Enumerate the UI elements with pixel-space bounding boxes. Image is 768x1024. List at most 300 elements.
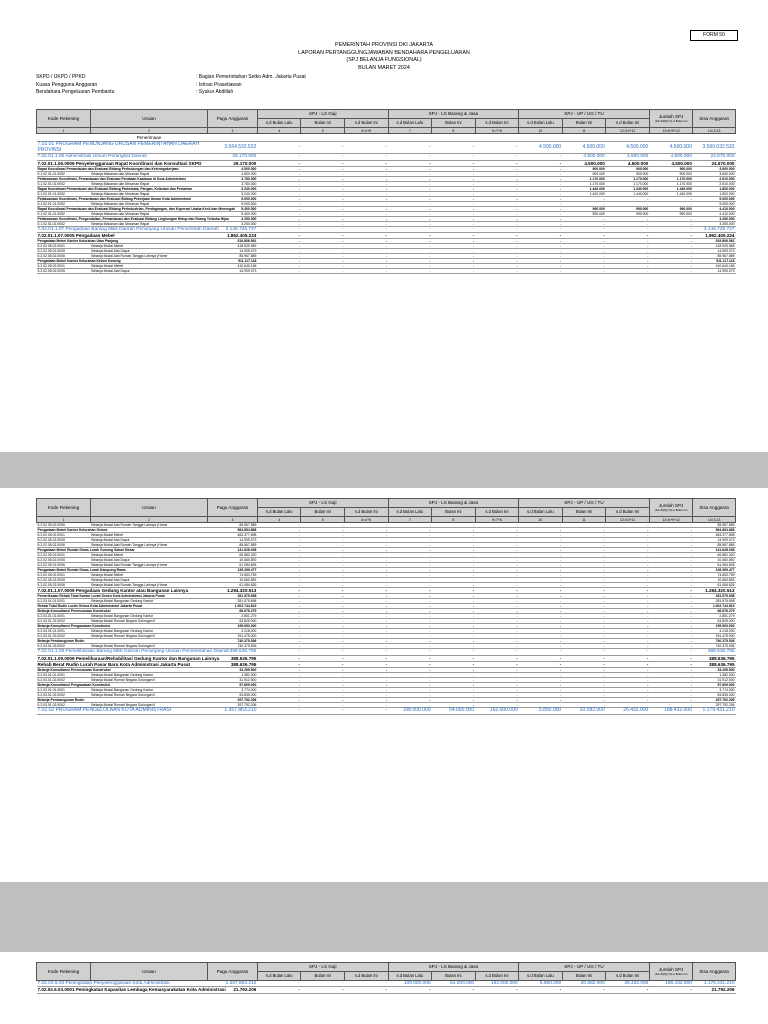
cell-j: -: [649, 216, 693, 221]
header-spj-up: SPJ - UP / UG / TU: [519, 963, 650, 972]
cell-j: -: [649, 528, 693, 533]
cell-b3: -: [475, 619, 519, 624]
cell-s: 31.912.500: [693, 678, 736, 683]
header-column-number: 2: [90, 517, 207, 523]
cell-p: 297.792.206: [208, 698, 258, 703]
header-sd-bulan-ini: s.d Bulan Ini: [344, 972, 388, 981]
cell-j: -: [649, 629, 693, 634]
cell-u1: -: [519, 578, 563, 583]
cell-s: 1.284.320.513: [693, 588, 736, 594]
cell-s: 297.792.206: [693, 703, 736, 708]
cell-b1: -: [388, 533, 432, 538]
cell-p: 418.929.569: [208, 244, 258, 249]
cell-u1: -: [519, 538, 563, 543]
cell-g1: -: [257, 201, 301, 206]
header-spj-ls-gaji: SPJ - LS Gaji: [257, 499, 388, 508]
cell-p: 141.628.038: [208, 548, 258, 553]
cell-g1: -: [257, 528, 301, 533]
cell-g1: -: [257, 644, 301, 649]
cell-g3: -: [344, 614, 388, 619]
cell-p: 3.250.000: [208, 216, 258, 221]
cell-b3: -: [475, 264, 519, 269]
cell-g3: -: [344, 233, 388, 239]
cell-g3: -: [344, 588, 388, 594]
cell-u2: -: [562, 673, 606, 678]
cell-u1: -: [519, 688, 563, 693]
cell-u3: -: [606, 668, 650, 673]
cell-u1: 5.850.000: [519, 981, 563, 987]
cell-u2: 900.000: [562, 171, 606, 176]
cell-u3: -: [606, 244, 650, 249]
cell-s: 61.084.826: [693, 563, 736, 568]
cell-g2: -: [301, 201, 345, 206]
account-name: Belanja Modal Bangunan Gedung Kantor: [90, 688, 207, 693]
cell-b2: -: [432, 244, 476, 249]
cell-u1: -: [519, 239, 563, 244]
cell-b1: -: [388, 649, 432, 655]
info-value: : Syukur Abdillah: [196, 89, 234, 95]
cell-b1: -: [388, 553, 432, 558]
cell-p: 3.780.000: [208, 176, 258, 181]
cell-s: 141.628.038: [693, 548, 736, 553]
cell-g1: -: [257, 249, 301, 254]
cell-p: 4.218.000: [208, 629, 258, 634]
cell-g3: -: [344, 166, 388, 171]
cell-b3: -: [475, 211, 519, 216]
cell-j: -: [649, 548, 693, 553]
cell-s: 2.610.000: [693, 181, 736, 186]
cell-u2: -: [562, 568, 606, 573]
cell-b3: -: [475, 171, 519, 176]
cell-p: 1.284.320.513: [208, 588, 258, 594]
cell-s: 1.862.405.224: [693, 233, 736, 239]
cell-b1: -: [388, 191, 432, 196]
cell-b1: -: [388, 160, 432, 166]
cell-g2: -: [301, 523, 345, 528]
cell-b2: -: [432, 568, 476, 573]
cell-g1: -: [257, 655, 301, 661]
cell-b3: -: [475, 678, 519, 683]
cell-b1: -: [388, 619, 432, 624]
cell-u2: -: [562, 254, 606, 259]
cell-g1: -: [257, 171, 301, 176]
cell-u2: -: [562, 987, 606, 993]
cell-s: 195.693.000: [693, 624, 736, 629]
account-name: Belanja Modal Bangunan Gedung Kantor: [90, 673, 207, 678]
cell-b1: -: [388, 239, 432, 244]
header-column-number: 13=6+9+12: [649, 517, 693, 523]
cell-g2: -: [301, 226, 345, 232]
cell-g3: -: [344, 211, 388, 216]
cell-g2: -: [301, 634, 345, 639]
cell-b1: -: [388, 528, 432, 533]
cell-p: 2.851.279: [208, 614, 258, 619]
cell-b3: -: [475, 226, 519, 232]
row-description: Pengadaan Mebel Kantor Kelurahan Kebon Kosong: [37, 259, 208, 264]
cell-p: 1.367.863.210: [208, 708, 258, 715]
cell-u3: -: [606, 196, 650, 201]
cell-b3: -: [475, 644, 519, 649]
header-bulan-ini: Bulan Ini: [562, 508, 606, 517]
cell-g3: -: [344, 186, 388, 191]
cell-u1: -: [519, 226, 563, 232]
cell-j: 1.440.000: [649, 191, 693, 196]
table-header: [37, 499, 736, 523]
header-column-number: 14=3-13: [693, 517, 736, 523]
cell-b3: -: [475, 254, 519, 259]
cell-g3: -: [344, 624, 388, 629]
info-label: Bendahara Pengeluaran Pembantu: [36, 89, 115, 95]
cell-u2: 1.170.000: [562, 181, 606, 186]
account-code: 5.2.02.05.02.0006: [37, 254, 91, 259]
report-title-line: PEMERINTAH PROVINSI DKI JAKARTA: [335, 42, 433, 48]
cell-p: 126.399.477: [208, 568, 258, 573]
cell-u3: 1.440.000: [606, 191, 650, 196]
cell-b3: -: [475, 673, 519, 678]
cell-b3: -: [475, 201, 519, 206]
account-code: 5.2.03.01.02.0002: [37, 678, 91, 683]
cell-u1: -: [519, 533, 563, 538]
account-code: 5.2.02.05.02.0006: [37, 583, 91, 588]
account-name: Belanja Modal Alat Dapur: [90, 538, 207, 543]
cell-s: 66.676.279: [693, 609, 736, 614]
cell-b3: -: [475, 196, 519, 201]
header-row: [37, 110, 736, 119]
cell-j: -: [649, 655, 693, 661]
cell-b3: -: [475, 703, 519, 708]
cell-p: 85.567.889: [208, 523, 258, 528]
cell-g1: -: [257, 693, 301, 698]
cell-u2: 990.000: [562, 211, 606, 216]
row-description: Rehab Total Rudin Lurah Gelora Kota Administrasi Jakarta Pusat: [37, 604, 208, 609]
cell-b1: -: [388, 644, 432, 649]
cell-u1: -: [519, 216, 563, 221]
cell-u3: -: [606, 528, 650, 533]
cell-s: 126.399.477: [693, 568, 736, 573]
cell-g3: -: [344, 703, 388, 708]
cell-p: 9.000.000: [208, 201, 258, 206]
cell-g2: -: [301, 987, 345, 993]
cell-g3: -: [344, 688, 388, 693]
cell-u3: -: [606, 221, 650, 226]
cell-b2: -: [432, 678, 476, 683]
cell-g1: -: [257, 142, 301, 154]
report-title-block: [0, 42, 768, 72]
cell-b2: -: [432, 533, 476, 538]
cell-blank: [606, 134, 650, 142]
cell-g3: -: [344, 244, 388, 249]
cell-j: -: [649, 987, 693, 993]
cell-g3: -: [344, 239, 388, 244]
row-description: Pemeriksaan Rehab Total Kantor Lurah Senen Kota Administrasi Jakarta Pusat: [37, 594, 208, 599]
header-jumlah-spj: [649, 963, 693, 981]
cell-g1: -: [257, 678, 301, 683]
cell-b2: -: [432, 563, 476, 568]
cell-b3: -: [475, 629, 519, 634]
cell-b2: -: [432, 211, 476, 216]
header-bulan-ini: Bulan Ini: [562, 972, 606, 981]
header-sisa-anggaran: Sisa Anggaran: [693, 963, 736, 981]
cell-u2: -: [562, 226, 606, 232]
cell-g1: -: [257, 683, 301, 688]
cell-b1: -: [388, 568, 432, 573]
cell-g1: -: [257, 239, 301, 244]
cell-u3: -: [606, 533, 650, 538]
cell-p: 29.170.000: [208, 154, 258, 160]
cell-u1: -: [519, 599, 563, 604]
cell-g3: -: [344, 196, 388, 201]
cell-b3: -: [475, 987, 519, 993]
cell-b1: -: [388, 142, 432, 154]
cell-g2: -: [301, 624, 345, 629]
cell-g2: -: [301, 649, 345, 655]
cell-u3: -: [606, 558, 650, 563]
cell-g2: -: [301, 708, 345, 715]
cell-p: 195.693.000: [208, 624, 258, 629]
cell-g2: -: [301, 604, 345, 609]
row-description: Rapat Koordinasi Pemantauan dan Evaluasi Bidang Perhubungan dan Ketenagakerjaan: [37, 166, 208, 171]
info-value: : Bagian Pemerintahan Setko Adm. Jakarta Pusat: [196, 74, 306, 80]
cell-b2: -: [432, 233, 476, 239]
cell-p: 57.609.000: [208, 683, 258, 688]
cell-g1: -: [257, 216, 301, 221]
cell-b2: -: [432, 181, 476, 186]
table-row: [37, 981, 736, 987]
cell-p: 1.382.000: [208, 673, 258, 678]
account-code: 5.2.02.05.02.0001: [37, 244, 91, 249]
form-number: FORM 50: [690, 30, 738, 41]
cell-j: 188.432.000: [649, 981, 693, 987]
row-description: 7.02.02 PROGRAM PENGELOLAAN KOTA ADMINISTRASI: [37, 708, 208, 715]
cell-b2: -: [432, 191, 476, 196]
row-description: 7.02.01.1.09 Pemeliharaan Barang Milik Daerah Penunjang Urusan Pemerintahan Daerah: [37, 649, 230, 655]
cell-u1: -: [519, 683, 563, 688]
header-sd-bulan-ini: s.d Bulan Ini: [344, 119, 388, 128]
cell-j: -: [649, 678, 693, 683]
row-description: Pengadaan Mebel Rumah Dinas Lurah Kampung Rawa: [37, 568, 208, 573]
account-name: Belanja Modal Mebel: [90, 573, 207, 578]
cell-b1: -: [388, 573, 432, 578]
cell-g2: -: [301, 233, 345, 239]
info-label: Kuasa Pengguna Anggaran: [36, 81, 98, 88]
header-pagu-anggaran: Pagu Anggaran: [208, 963, 258, 981]
cell-u2: -: [562, 538, 606, 543]
cell-g2: -: [301, 166, 345, 171]
cell-s: 85.567.889: [693, 543, 736, 548]
cell-u1: -: [519, 244, 563, 249]
cell-j: -: [649, 558, 693, 563]
row-description: 7.02.02.6.03 Peningkatan Penyelenggaraan Kota Administrasi: [37, 981, 208, 987]
cell-s: 418.929.569: [693, 244, 736, 249]
row-description: Pengadaan Mebel Kantor Kelurahan Gelora: [37, 528, 208, 533]
cell-blank: [208, 134, 258, 142]
cell-u2: -: [562, 604, 606, 609]
cell-b2: -: [432, 644, 476, 649]
cell-g2: -: [301, 533, 345, 538]
cell-u1: -: [519, 624, 563, 629]
cell-b3: -: [475, 578, 519, 583]
cell-p: 61.084.826: [208, 563, 258, 568]
info-value: : Ishran Prasetiawan: [196, 81, 242, 88]
cell-s: 14.909.073: [693, 538, 736, 543]
cell-u1: -: [519, 528, 563, 533]
cell-b1: -: [388, 698, 432, 703]
cell-g3: -: [344, 644, 388, 649]
cell-g2: -: [301, 639, 345, 644]
cell-b3: -: [475, 181, 519, 186]
header-spj-up: SPJ - UP / UG / TU: [519, 499, 650, 508]
cell-b1: -: [388, 655, 432, 661]
cell-g3: -: [344, 573, 388, 578]
table-header: [37, 110, 736, 134]
cell-g1: -: [257, 639, 301, 644]
header-column-number: 5: [301, 517, 345, 523]
header-bulan-ini: Bulan Ini: [432, 119, 476, 128]
cell-j: -: [649, 533, 693, 538]
account-name: Belanja Modal Rumah Negara Golongan II: [90, 619, 207, 624]
header-bulan-ini: Bulan Ini: [301, 972, 345, 981]
cell-u3: -: [606, 629, 650, 634]
cell-b2: -: [432, 538, 476, 543]
cell-b3: -: [475, 154, 519, 160]
cell-u2: -: [562, 221, 606, 226]
cell-g1: -: [257, 594, 301, 599]
cell-p: 4.500.000: [208, 171, 258, 176]
cell-p: 388.636.795: [208, 655, 258, 661]
cell-g2: -: [301, 259, 345, 264]
cell-b2: -: [432, 639, 476, 644]
cell-u2: -: [562, 649, 606, 655]
cell-b3: -: [475, 160, 519, 166]
cell-u1: -: [519, 553, 563, 558]
cell-b2: -: [432, 523, 476, 528]
cell-blank: [649, 134, 693, 142]
account-code: 5.1.02.01.01.0052: [37, 191, 91, 196]
cell-u3: 990.000: [606, 211, 650, 216]
cell-g2: -: [301, 661, 345, 667]
cell-g2: -: [301, 191, 345, 196]
cell-b1: -: [388, 588, 432, 594]
cell-b1: -: [388, 604, 432, 609]
cell-b3: -: [475, 588, 519, 594]
header-spj-ls-barang: SPJ - LS Barang & Jasa: [388, 963, 519, 972]
cell-g1: -: [257, 543, 301, 548]
report-page-3: [0, 952, 768, 1024]
cell-u1: -: [519, 987, 563, 993]
cell-b1: -: [388, 558, 432, 563]
account-name: Belanja Modal Mebel: [90, 264, 207, 269]
cell-p: 740.375.536: [208, 639, 258, 644]
cell-u3: -: [606, 523, 650, 528]
cell-b3: -: [475, 191, 519, 196]
cell-p: 3.250.000: [208, 221, 258, 226]
cell-g2: -: [301, 673, 345, 678]
cell-p: 5.400.000: [208, 206, 258, 211]
cell-b3: -: [475, 221, 519, 226]
cell-j: -: [649, 688, 693, 693]
cell-j: -: [649, 634, 693, 639]
cell-b3: -: [475, 523, 519, 528]
cell-j: -: [649, 609, 693, 614]
cell-b3: -: [475, 186, 519, 191]
cell-g1: -: [257, 619, 301, 624]
cell-g3: -: [344, 683, 388, 688]
cell-p: 3.564.532.532: [208, 142, 258, 154]
cell-b3: -: [475, 614, 519, 619]
cell-u1: -: [519, 249, 563, 254]
cell-u3: 900.000: [606, 171, 650, 176]
cell-g1: -: [257, 698, 301, 703]
cell-u3: 900.000: [606, 166, 650, 171]
account-code: 5.2.03.01.02.0002: [37, 619, 91, 624]
cell-p: 14.909.073: [208, 249, 258, 254]
cell-u3: -: [606, 619, 650, 624]
cell-u3: -: [606, 599, 650, 604]
cell-g1: -: [257, 578, 301, 583]
cell-g1: -: [257, 558, 301, 563]
header-column-number: 9=7+8: [475, 128, 519, 134]
account-name: Belanja Modal Alat Rumah Tangga Lainnya (Home: [90, 254, 207, 259]
cell-u3: 1.170.000: [606, 181, 650, 186]
cell-u1: -: [519, 154, 563, 160]
report-page-1: [0, 0, 768, 452]
cell-g1: -: [257, 573, 301, 578]
cell-b1: -: [388, 171, 432, 176]
report-info-block: [36, 74, 436, 97]
cell-j: -: [649, 698, 693, 703]
cell-j: -: [649, 594, 693, 599]
report-title-line: BULAN MARET 2024: [358, 64, 410, 71]
account-code: 5.2.02.05.02.0001: [37, 264, 91, 269]
cell-b3: -: [475, 668, 519, 673]
cell-u1: -: [519, 259, 563, 264]
cell-g2: -: [301, 629, 345, 634]
cell-b1: -: [388, 629, 432, 634]
account-name: Belanja Modal Rumah Negara Golongan II: [90, 644, 207, 649]
cell-g3: -: [344, 528, 388, 533]
header-spj-ls-barang: SPJ - LS Barang & Jasa: [388, 110, 519, 119]
cell-g3: -: [344, 678, 388, 683]
cell-b2: -: [432, 614, 476, 619]
cell-g3: -: [344, 668, 388, 673]
header-kode-rekening: Kode Rekening: [37, 963, 91, 981]
cell-b3: -: [475, 259, 519, 264]
cell-g3: -: [344, 619, 388, 624]
cell-g3: -: [344, 558, 388, 563]
cell-s: 14.909.073: [693, 249, 736, 254]
account-name: Belanja Modal Alat Dapur: [90, 578, 207, 583]
cell-u3: -: [606, 254, 650, 259]
cell-g2: -: [301, 668, 345, 673]
row-description: Rapat Koordinasi Pemantauan dan Evaluasi Bidang Pariwisata, Pangan, Kelautan dan Pertanian: [37, 186, 208, 191]
cell-b2: -: [432, 624, 476, 629]
cell-g3: -: [344, 254, 388, 259]
cell-u3: -: [606, 543, 650, 548]
cell-u2: -: [562, 523, 606, 528]
cell-g3: -: [344, 216, 388, 221]
cell-u1: -: [519, 629, 563, 634]
cell-b3: 162.000.000: [475, 981, 519, 987]
cell-u2: 4.500.000: [562, 154, 606, 160]
account-code: 5.2.02.05.02.0005: [37, 538, 91, 543]
cell-u2: -: [562, 703, 606, 708]
cell-s: 1.382.000: [693, 673, 736, 678]
cell-g1: -: [257, 604, 301, 609]
cell-g2: -: [301, 558, 345, 563]
cell-b2: -: [432, 703, 476, 708]
cell-s: 281.575.698: [693, 599, 736, 604]
header-sd-bulan-ini: s.d Bulan Ini: [344, 508, 388, 517]
